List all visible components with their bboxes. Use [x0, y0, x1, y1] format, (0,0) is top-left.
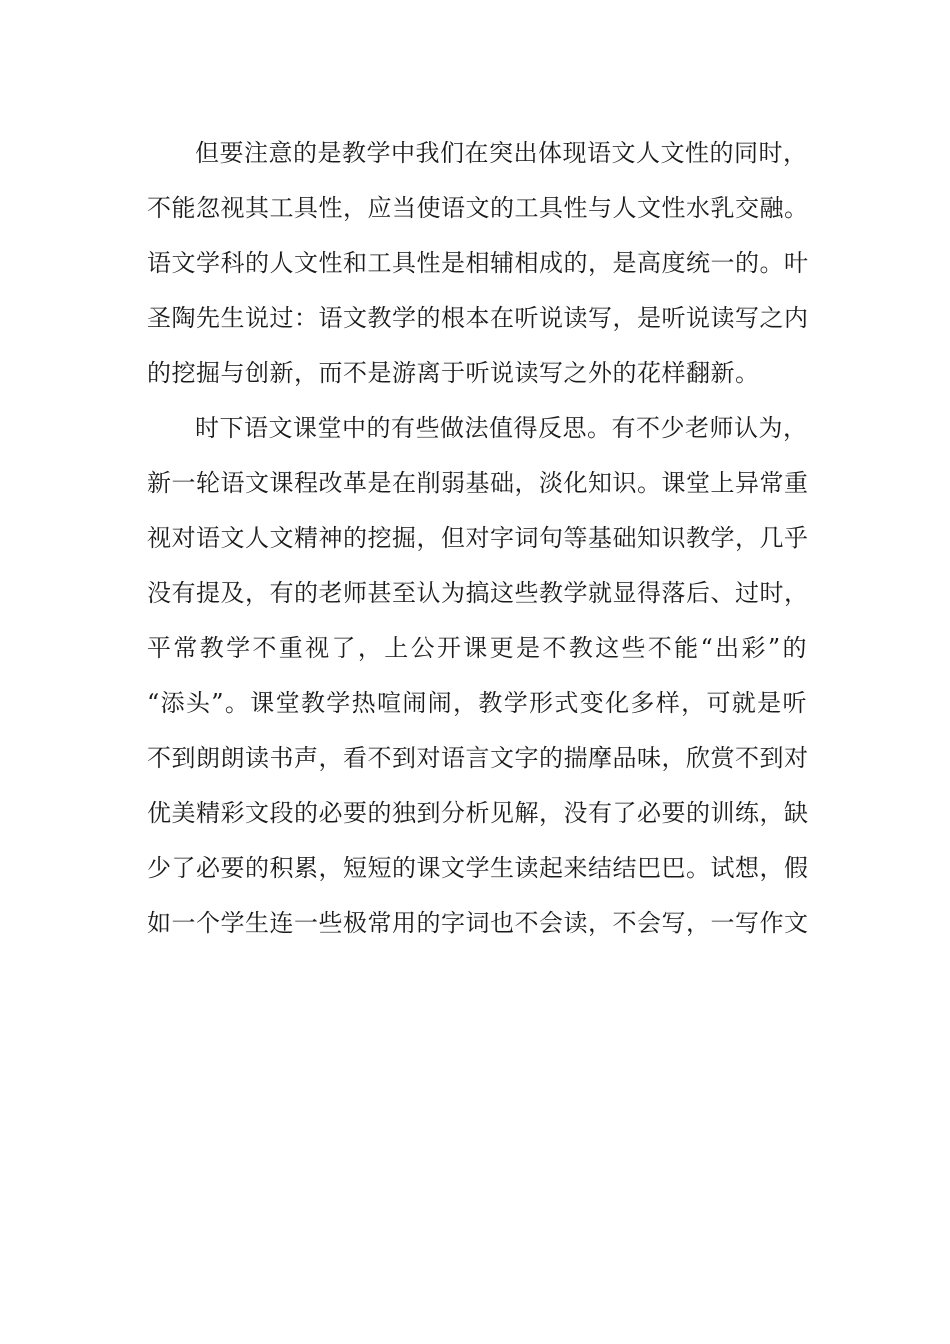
text-line: 优美精彩文段的必要的独到分析见解，没有了必要的训练，缺 [147, 799, 809, 827]
text-line: 的挖掘与创新，而不是游离于听说读写之外的花样翻新。 [147, 359, 760, 387]
paragraph-2 [147, 402, 807, 949]
text-line: 但要注意的是教学中我们在突出体现语文人文性的同时， [195, 139, 808, 167]
text-line: 新一轮语文课程改革是在削弱基础，淡化知识。课堂上异常重 [147, 469, 809, 497]
text-line: 圣陶先生说过：语文教学的根本在听说读写，是听说读写之内 [147, 304, 809, 332]
text-line: 不到朗朗读书声，看不到对语言文字的揣摩品味，欣赏不到对 [147, 744, 809, 772]
body-text [147, 127, 807, 952]
text-line: 视对语文人文精神的挖掘，但对字词句等基础知识教学，几乎 [147, 524, 809, 552]
text-line: 如一个学生连一些极常用的字词也不会读，不会写，一写作文 [147, 909, 809, 937]
text-line: 时下语文课堂中的有些做法值得反思。有不少老师认为， [195, 414, 808, 442]
text-line: 不能忽视其工具性，应当使语文的工具性与人文性水乳交融。 [147, 194, 809, 222]
text-line: 语文学科的人文性和工具性是相辅相成的，是高度统一的。叶 [147, 249, 809, 277]
text-line: 没有提及，有的老师甚至认为搞这些教学就显得落后、过时， [147, 579, 809, 607]
text-line: “添头”。课堂教学热喧闹闹，教学形式变化多样，可就是听 [147, 689, 807, 717]
paragraph-1 [147, 127, 807, 399]
text-line: 少了必要的积累，短短的课文学生读起来结结巴巴。试想，假 [147, 854, 809, 882]
text-line: 平常教学不重视了，上公开课更是不教这些不能“出彩”的 [147, 634, 807, 662]
